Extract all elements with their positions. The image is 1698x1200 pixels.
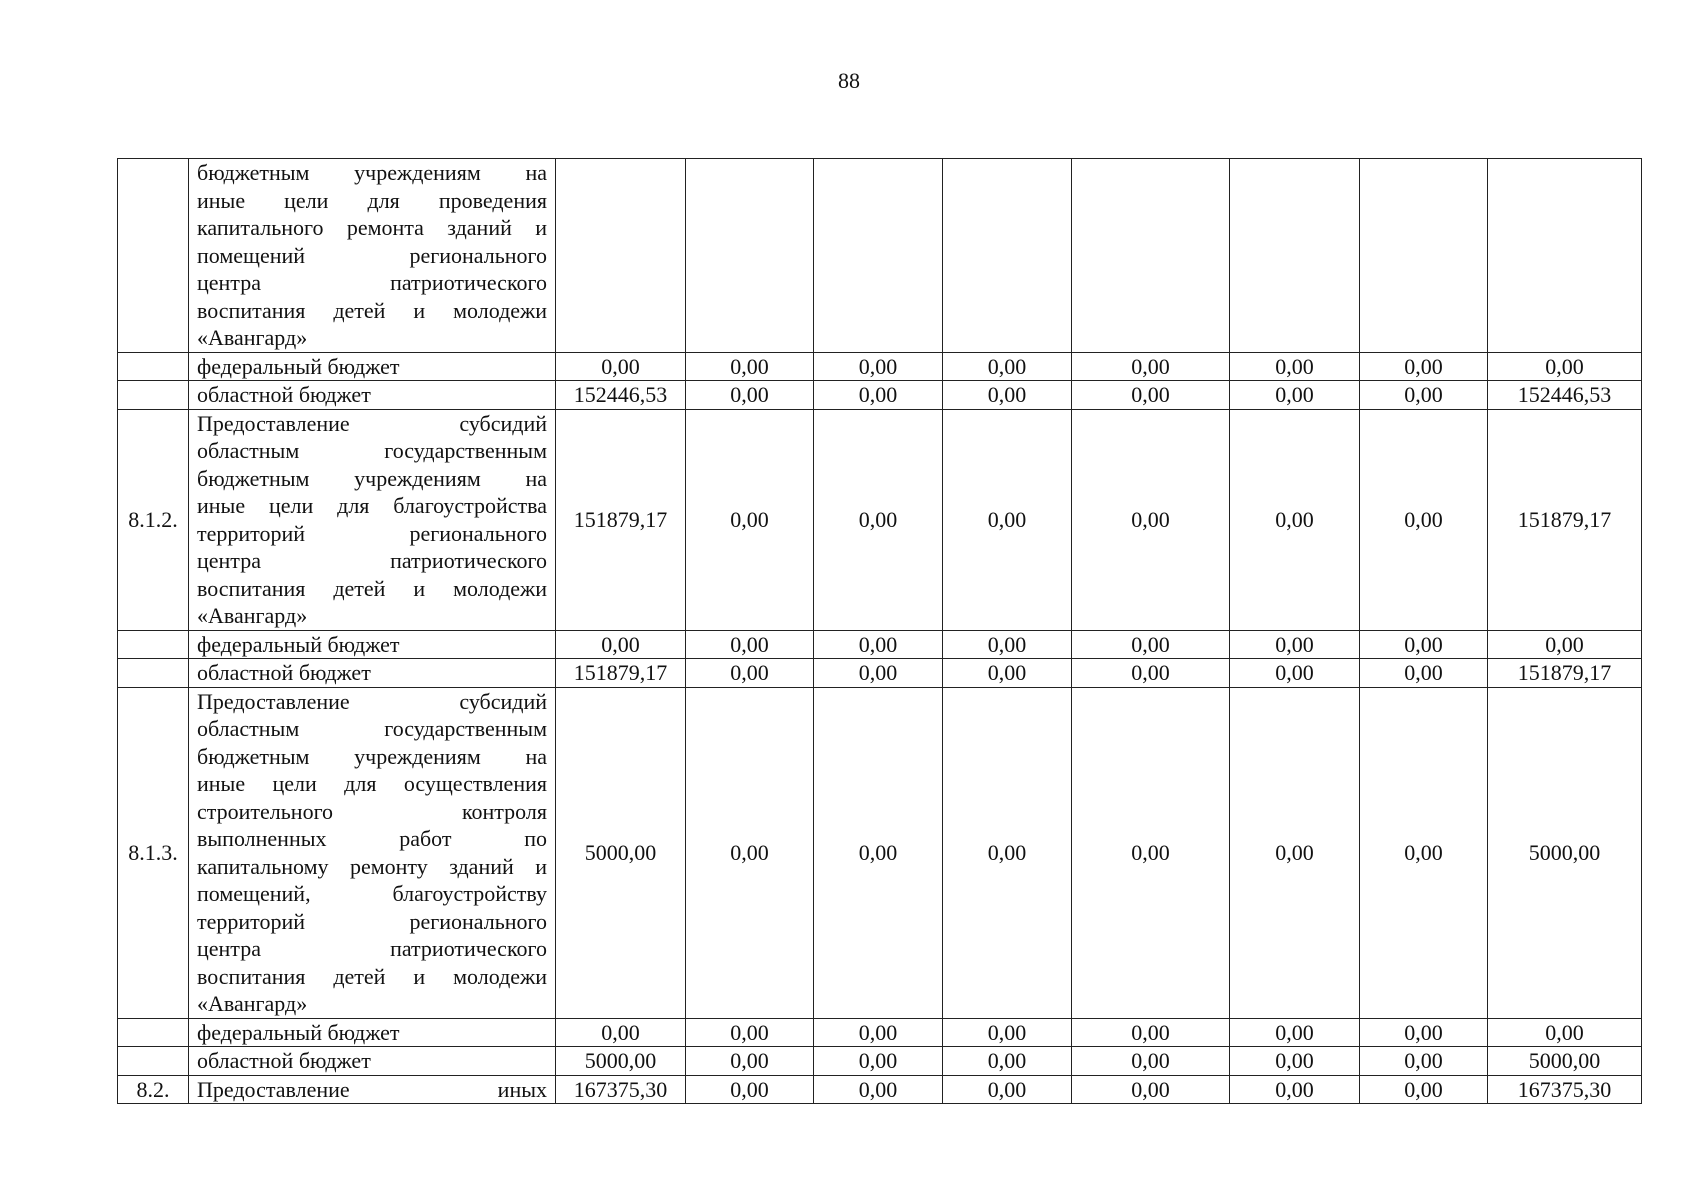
value-cell xyxy=(943,159,1072,353)
value-cell xyxy=(814,159,943,353)
value-total: 152446,53 xyxy=(1488,381,1642,410)
value-cell: 0,00 xyxy=(1230,352,1360,381)
row-number xyxy=(118,659,189,688)
value-cell: 0,00 xyxy=(686,630,814,659)
value-cell: 0,00 xyxy=(814,1018,943,1047)
value-total: 167375,30 xyxy=(1488,1075,1642,1104)
budget-table xyxy=(117,158,1642,1104)
value-cell: 0,00 xyxy=(1072,630,1230,659)
value-cell: 0,00 xyxy=(943,1047,1072,1076)
table-row-description xyxy=(118,159,1642,353)
description-line: иные цели для осуществления xyxy=(197,771,547,796)
value-total: 0,00 xyxy=(1488,352,1642,381)
description-line: строительного контроля xyxy=(197,798,547,824)
value-cell: 0,00 xyxy=(1072,352,1230,381)
row-label: областной бюджет xyxy=(189,659,556,688)
description-line: бюджетным учреждениям на xyxy=(197,743,547,769)
value-cell: 0,00 xyxy=(1072,687,1230,1018)
value-cell: 151879,17 xyxy=(556,409,686,630)
value-total: 151879,17 xyxy=(1488,409,1642,630)
value-cell: 0,00 xyxy=(1230,1075,1360,1104)
table-row-budget xyxy=(118,352,1642,381)
description-line: областным государственным xyxy=(197,716,547,741)
row-number xyxy=(118,352,189,381)
description-line: воспитания детей и молодежи xyxy=(197,575,547,601)
value-cell: 0,00 xyxy=(1230,687,1360,1018)
value-cell: 0,00 xyxy=(1072,1075,1230,1104)
value-cell: 0,00 xyxy=(686,1018,814,1047)
value-cell: 0,00 xyxy=(943,352,1072,381)
value-total: 0,00 xyxy=(1488,1018,1642,1047)
value-cell: 5000,00 xyxy=(556,687,686,1018)
value-cell: 0,00 xyxy=(556,630,686,659)
value-cell: 151879,17 xyxy=(556,659,686,688)
page-number: 88 xyxy=(838,68,860,93)
row-number: 8.2. xyxy=(118,1075,189,1104)
value-cell: 0,00 xyxy=(814,687,943,1018)
description-line: бюджетным учреждениям на xyxy=(197,465,547,491)
value-cell: 0,00 xyxy=(686,1075,814,1104)
row-number xyxy=(118,1047,189,1076)
description-line: областным государственным xyxy=(197,438,547,463)
description-line: иные цели для благоустройства xyxy=(197,493,547,518)
value-cell: 0,00 xyxy=(1230,1047,1360,1076)
description-line: помещений, благоустройству xyxy=(197,881,547,906)
row-label: областной бюджет xyxy=(189,381,556,410)
value-cell: 0,00 xyxy=(943,1075,1072,1104)
value-cell: 0,00 xyxy=(686,1047,814,1076)
value-total: 151879,17 xyxy=(1488,659,1642,688)
value-cell: 0,00 xyxy=(556,1018,686,1047)
description-line: «Авангард» xyxy=(197,603,308,628)
value-cell: 0,00 xyxy=(943,381,1072,410)
value-cell: 0,00 xyxy=(1360,687,1488,1018)
value-cell: 0,00 xyxy=(1360,1075,1488,1104)
table-row-description xyxy=(118,409,1642,630)
value-cell xyxy=(1230,159,1360,353)
value-total: 5000,00 xyxy=(1488,687,1642,1018)
row-number xyxy=(118,1018,189,1047)
description-line: Предоставление субсидий xyxy=(197,410,547,436)
value-cell: 0,00 xyxy=(943,630,1072,659)
description-line: центра патриотического xyxy=(197,270,547,295)
row-number: 8.1.3. xyxy=(118,687,189,1018)
value-cell: 152446,53 xyxy=(556,381,686,410)
value-cell: 0,00 xyxy=(686,352,814,381)
value-cell: 167375,30 xyxy=(556,1075,686,1104)
value-cell: 0,00 xyxy=(1072,1018,1230,1047)
description-line: территорий регионального xyxy=(197,908,547,934)
row-label: федеральный бюджет xyxy=(189,352,556,381)
description-line: бюджетным учреждениям на xyxy=(197,160,547,185)
value-cell: 0,00 xyxy=(814,1047,943,1076)
value-cell xyxy=(556,159,686,353)
description-line: воспитания детей и молодежи xyxy=(197,963,547,989)
description-line: капитальному ремонту зданий и xyxy=(197,853,547,879)
value-cell: 0,00 xyxy=(943,409,1072,630)
value-cell: 0,00 xyxy=(814,630,943,659)
table-row-budget xyxy=(118,381,1642,410)
table-row-budget xyxy=(118,659,1642,688)
value-cell xyxy=(1360,159,1488,353)
value-total xyxy=(1488,159,1642,353)
value-cell: 5000,00 xyxy=(556,1047,686,1076)
value-cell: 0,00 xyxy=(556,352,686,381)
row-description xyxy=(189,687,556,1018)
value-cell xyxy=(686,159,814,353)
table-row-budget xyxy=(118,1047,1642,1076)
value-cell: 0,00 xyxy=(1230,1018,1360,1047)
row-label: федеральный бюджет xyxy=(189,1018,556,1047)
value-cell: 0,00 xyxy=(814,381,943,410)
value-cell: 0,00 xyxy=(686,381,814,410)
row-label: областной бюджет xyxy=(189,1047,556,1076)
description-line: выполненных работ по xyxy=(197,826,547,851)
value-cell: 0,00 xyxy=(814,352,943,381)
value-cell: 0,00 xyxy=(1072,381,1230,410)
description-line: центра патриотического xyxy=(197,548,547,573)
value-cell: 0,00 xyxy=(943,1018,1072,1047)
table-row-budget xyxy=(118,630,1642,659)
value-cell: 0,00 xyxy=(1072,1047,1230,1076)
row-number: 8.1.2. xyxy=(118,409,189,630)
value-cell: 0,00 xyxy=(1230,409,1360,630)
value-cell: 0,00 xyxy=(943,687,1072,1018)
value-cell: 0,00 xyxy=(943,659,1072,688)
value-cell: 0,00 xyxy=(686,659,814,688)
value-cell: 0,00 xyxy=(1360,659,1488,688)
table-row-budget xyxy=(118,1075,1642,1104)
row-label: Предоставление иных xyxy=(189,1075,556,1104)
description-line: иные цели для проведения xyxy=(197,187,547,213)
value-cell: 0,00 xyxy=(1360,1018,1488,1047)
row-description xyxy=(189,409,556,630)
value-cell: 0,00 xyxy=(1360,409,1488,630)
row-label: федеральный бюджет xyxy=(189,630,556,659)
value-total: 0,00 xyxy=(1488,630,1642,659)
value-cell: 0,00 xyxy=(814,1075,943,1104)
description-line: помещений регионального xyxy=(197,242,547,268)
value-total: 5000,00 xyxy=(1488,1047,1642,1076)
row-number xyxy=(118,381,189,410)
table-row-description xyxy=(118,687,1642,1018)
value-cell: 0,00 xyxy=(1230,659,1360,688)
value-cell: 0,00 xyxy=(1230,381,1360,410)
description-line: Предоставление субсидий xyxy=(197,688,547,714)
value-cell: 0,00 xyxy=(1230,630,1360,659)
description-line: «Авангард» xyxy=(197,991,308,1016)
value-cell: 0,00 xyxy=(1072,409,1230,630)
description-line: территорий регионального xyxy=(197,520,547,546)
description-line: капитального ремонта зданий и xyxy=(197,215,547,240)
description-line: «Авангард» xyxy=(197,325,308,350)
value-cell: 0,00 xyxy=(814,659,943,688)
row-number xyxy=(118,630,189,659)
value-cell: 0,00 xyxy=(814,409,943,630)
table-row-budget xyxy=(118,1018,1642,1047)
value-cell: 0,00 xyxy=(1360,1047,1488,1076)
description-line: воспитания детей и молодежи xyxy=(197,297,547,323)
value-cell: 0,00 xyxy=(686,409,814,630)
value-cell: 0,00 xyxy=(1072,659,1230,688)
value-cell: 0,00 xyxy=(1360,352,1488,381)
row-description xyxy=(189,159,556,353)
description-line: центра патриотического xyxy=(197,936,547,961)
value-cell: 0,00 xyxy=(1360,381,1488,410)
value-cell xyxy=(1072,159,1230,353)
value-cell: 0,00 xyxy=(686,687,814,1018)
value-cell: 0,00 xyxy=(1360,630,1488,659)
row-number xyxy=(118,159,189,353)
